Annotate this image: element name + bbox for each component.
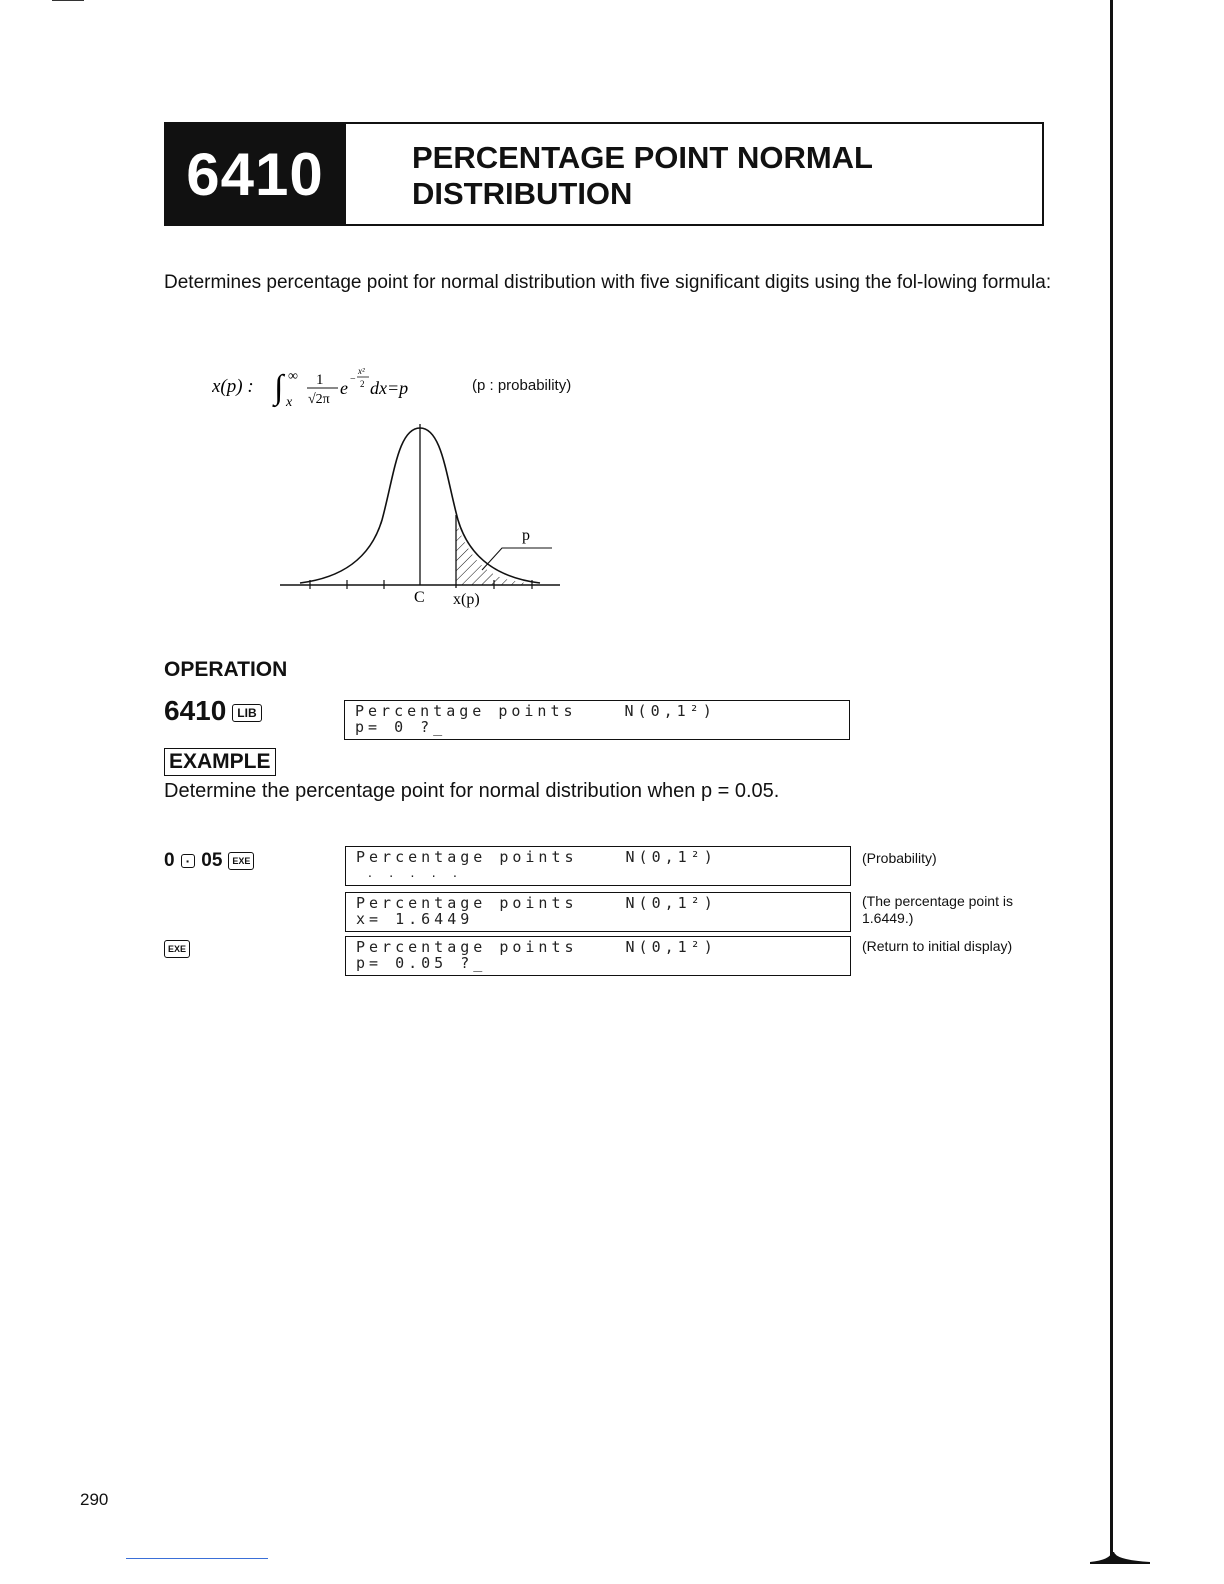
operation-code <box>164 695 262 727</box>
page-number: 290 <box>80 1490 109 1509</box>
key-sequence-step-3 <box>164 940 190 958</box>
lcd-line-1: Percentage points N(0,1²) <box>356 894 717 912</box>
lcd-line-2: x= 1.6449 <box>356 910 474 928</box>
lcd-display-step-1 <box>345 846 851 886</box>
binding-rule <box>1110 0 1113 1560</box>
operation-number: 6410 <box>164 695 227 726</box>
integral-upper-limit: ∞ <box>288 369 298 384</box>
label-c: C <box>414 589 425 606</box>
program-number: 6410 <box>164 122 346 226</box>
formula-note: (p : probability) <box>472 377 572 394</box>
exe-key-icon: EXE <box>228 852 254 870</box>
integral-sign: ∫ <box>274 369 284 406</box>
title-line-1: PERCENTAGE POINT NORMAL <box>412 140 873 175</box>
key-digit-0: 0 <box>164 850 175 871</box>
formula-lhs: x(p) : <box>212 376 254 397</box>
integral-lower-limit: x <box>286 395 293 410</box>
formula <box>212 362 462 417</box>
lcd-line-2: p= 0.05 ?_ <box>356 954 487 972</box>
exe-key-icon: EXE <box>164 940 190 958</box>
key-digits-05: 05 <box>201 850 223 871</box>
lcd-line-1: Percentage points N(0,1²) <box>355 702 716 720</box>
binding-base-mark <box>1090 1548 1150 1568</box>
example-label: EXAMPLE <box>164 748 276 776</box>
corner-rule <box>52 0 84 1</box>
lib-key-icon: LIB <box>232 704 261 722</box>
lcd-line-2: p= 0 ?_ <box>355 718 447 736</box>
lcd-line-1: Percentage points N(0,1²) <box>356 848 717 866</box>
note-step-3: (Return to initial display) <box>862 938 1013 954</box>
label-xp: x(p) <box>453 591 480 608</box>
page-title <box>412 140 873 212</box>
lcd-display-step-3 <box>345 936 851 976</box>
key-sequence-step-1 <box>164 850 254 872</box>
label-p: p <box>522 527 530 544</box>
decimal-point-key-icon: · <box>181 854 196 868</box>
exponent-sign: − <box>350 374 356 385</box>
coefficient-numerator: 1 <box>316 372 324 388</box>
note-step-2: (The percentage point is 1.6449.) <box>862 893 1013 926</box>
intro-paragraph: Determines percentage point for normal distribution with five significant digits using the fol-lowing formula: <box>164 272 1052 293</box>
exponent-denominator: 2 <box>360 379 365 389</box>
lcd-display-initial <box>344 700 850 740</box>
note-step-1: (Probability) <box>862 850 937 866</box>
exponent-base: e <box>340 378 348 398</box>
normal-curve-figure <box>270 420 570 610</box>
bottom-rule <box>126 1558 268 1559</box>
lcd-line-2: . . . . . <box>356 867 463 880</box>
lcd-display-step-2 <box>345 892 851 932</box>
example-text: Determine the percentage point for normal distribution when p = 0.05. <box>164 780 780 802</box>
operation-heading: OPERATION <box>164 658 288 681</box>
exponent-numerator: x² <box>358 366 365 376</box>
formula-svg <box>212 362 462 412</box>
title-line-2: DISTRIBUTION <box>412 176 633 211</box>
differential: dx=p <box>370 378 409 398</box>
lcd-line-1: Percentage points N(0,1²) <box>356 938 717 956</box>
coefficient-denominator: √2π <box>308 392 330 407</box>
